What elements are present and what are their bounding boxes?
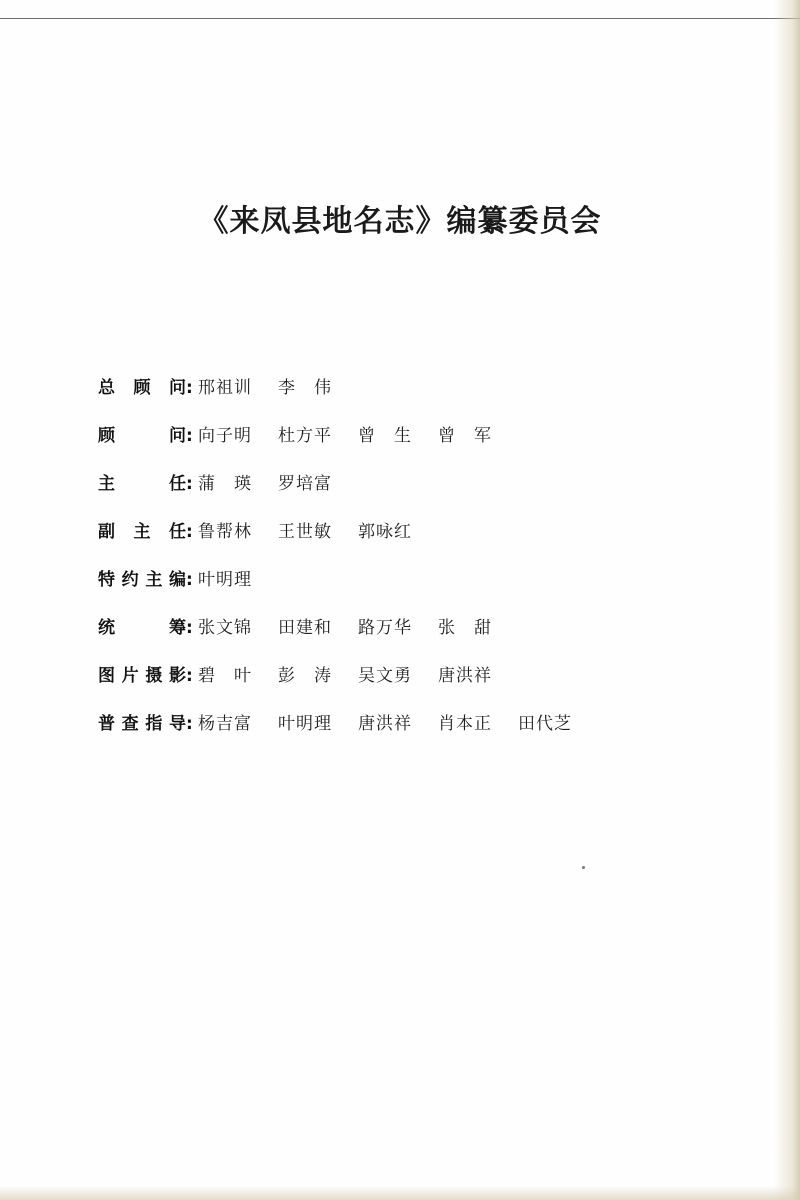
member-name: 唐洪祥	[358, 714, 412, 734]
roster-row-advisors	[98, 420, 758, 468]
member-name: 曾 军	[438, 426, 492, 446]
member-name: 肖本正	[438, 714, 492, 734]
roster-row-coordination	[98, 612, 758, 660]
member-name: 张 甜	[438, 618, 492, 638]
member-name: 张文锦	[198, 618, 252, 638]
member-name: 鲁帮林	[198, 522, 252, 542]
member-name: 路万华	[358, 618, 412, 638]
name-list	[198, 420, 518, 452]
name-list	[198, 468, 358, 500]
roster-row-director	[98, 468, 758, 516]
page-edge-shadow	[774, 0, 800, 1200]
role-label: 总顾问	[98, 378, 186, 398]
member-name: 唐洪祥	[438, 666, 492, 686]
committee-roster	[98, 372, 758, 756]
member-name: 田建和	[278, 618, 332, 638]
role-colon: :	[186, 714, 193, 734]
name-list	[198, 564, 278, 596]
role-label: 图片摄影	[98, 666, 186, 686]
name-list	[198, 372, 358, 404]
member-name: 叶明理	[198, 570, 252, 590]
member-name: 碧 叶	[198, 666, 252, 686]
member-name: 彭 涛	[278, 666, 332, 686]
top-rule-line	[0, 18, 800, 19]
role-colon: :	[186, 474, 193, 494]
role-label: 普查指导	[98, 714, 186, 734]
member-name: 吴文勇	[358, 666, 412, 686]
role-colon: :	[186, 378, 193, 398]
role-colon: :	[186, 618, 193, 638]
name-list	[198, 708, 598, 740]
member-name: 杨吉富	[198, 714, 252, 734]
role-label: 副主任	[98, 522, 186, 542]
roster-row-special-editor	[98, 564, 758, 612]
roster-row-deputy-director	[98, 516, 758, 564]
page-title: 《来凤县地名志》编纂委员会	[198, 204, 602, 239]
role-label: 主任	[98, 474, 186, 494]
page-bottom-shadow	[0, 1186, 800, 1200]
roster-row-survey-guidance	[98, 708, 758, 756]
member-name: 向子明	[198, 426, 252, 446]
role-colon: :	[186, 570, 193, 590]
member-name: 罗培富	[278, 474, 332, 494]
role-label: 特约主编	[98, 570, 186, 590]
name-list	[198, 660, 518, 692]
name-list	[198, 612, 518, 644]
member-name: 李 伟	[278, 378, 332, 398]
role-colon: :	[186, 666, 193, 686]
member-name: 曾 生	[358, 426, 412, 446]
roster-row-photography	[98, 660, 758, 708]
name-list	[198, 516, 438, 548]
member-name: 王世敏	[278, 522, 332, 542]
role-colon: :	[186, 426, 193, 446]
member-name: 叶明理	[278, 714, 332, 734]
scan-speck	[582, 866, 585, 869]
member-name: 杜方平	[278, 426, 332, 446]
roster-row-chief-advisor	[98, 372, 758, 420]
role-colon: :	[186, 522, 193, 542]
member-name: 蒲 瑛	[198, 474, 252, 494]
role-label: 顾问	[98, 426, 186, 446]
member-name: 郭咏红	[358, 522, 412, 542]
role-label: 统筹	[98, 618, 186, 638]
member-name: 田代芝	[518, 714, 572, 734]
member-name: 邢祖训	[198, 378, 252, 398]
